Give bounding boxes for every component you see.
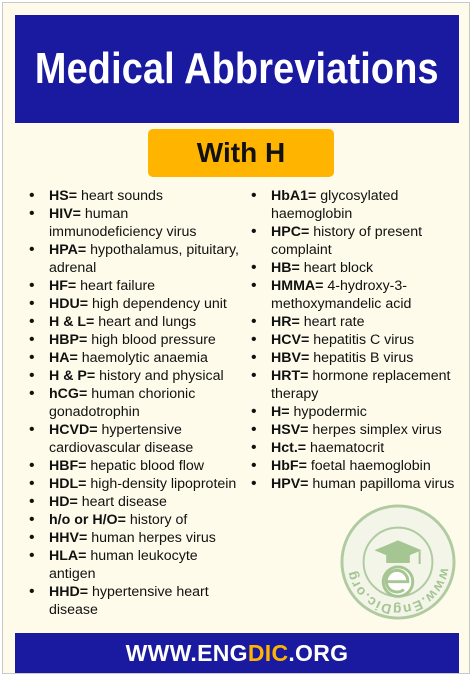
abbreviation-item	[25, 511, 239, 529]
abbreviation-definition: history of	[129, 512, 188, 528]
subtitle-banner	[148, 129, 334, 177]
abbreviation-definition: hypertensive heart	[91, 584, 209, 600]
abbreviation-item	[247, 403, 459, 421]
abbreviation-term: HR=	[271, 314, 300, 330]
abbreviation-definition-continued: gonadotrophin	[49, 404, 140, 420]
abbreviation-list-right	[247, 187, 459, 493]
abbreviation-item	[247, 349, 459, 367]
abbreviation-definition: haemolytic anaemia	[81, 350, 208, 366]
abbreviation-item	[247, 421, 459, 439]
abbreviation-item	[247, 439, 459, 457]
abbreviation-definition: hepatitis C virus	[313, 332, 415, 348]
abbreviation-item	[25, 547, 239, 583]
seal-text: www.EngDic.org	[343, 566, 453, 618]
abbreviation-definition: heart disease	[81, 494, 167, 510]
abbreviation-definition: haematocrit	[310, 440, 385, 456]
abbreviation-term: HF=	[49, 278, 77, 294]
abbreviation-item	[25, 367, 239, 385]
abbreviation-item	[247, 475, 459, 493]
footer-website	[126, 640, 349, 667]
abbreviation-item	[25, 331, 239, 349]
abbreviation-term: HA=	[49, 350, 78, 366]
abbreviation-item	[25, 385, 239, 421]
abbreviation-definition: human papilloma virus	[312, 476, 455, 492]
abbreviation-definition: glycosylated	[320, 188, 399, 204]
abbreviation-term: H & P=	[49, 368, 96, 384]
abbreviation-item	[25, 529, 239, 547]
abbreviation-item	[25, 241, 239, 277]
abbreviation-term: HBV=	[271, 350, 310, 366]
abbreviation-definition: hepatic blood flow	[90, 458, 204, 474]
abbreviation-item	[247, 187, 459, 223]
abbreviation-term: HPC=	[271, 224, 310, 240]
abbreviation-term: HHV=	[49, 530, 88, 546]
footer-site-accent: DIC	[247, 639, 289, 666]
abbreviation-item	[25, 295, 239, 313]
abbreviation-definition-continued: methoxymandelic acid	[271, 296, 412, 312]
abbreviation-term: HCV=	[271, 332, 310, 348]
abbreviation-definition: heart sounds	[80, 188, 163, 204]
abbreviation-definition-continued: therapy	[271, 386, 319, 402]
engdic-seal-icon	[339, 503, 457, 621]
abbreviation-term: HRT=	[271, 368, 309, 384]
abbreviation-definition: 4-hydroxy-3-	[327, 278, 408, 294]
abbreviation-term: HPA=	[49, 242, 87, 258]
abbreviation-definition-continued: haemoglobin	[271, 206, 353, 222]
abbreviation-definition: hypodermic	[293, 404, 367, 420]
abbreviation-term: HBF=	[49, 458, 87, 474]
abbreviation-term: HbF=	[271, 458, 307, 474]
abbreviation-term: HD=	[49, 494, 78, 510]
abbreviation-item	[25, 313, 239, 331]
abbreviation-item	[25, 421, 239, 457]
abbreviation-term: Hct.=	[271, 440, 307, 456]
abbreviation-definition: high blood pressure	[91, 332, 216, 348]
abbreviation-term: HLA=	[49, 548, 87, 564]
abbreviation-term: HIV=	[49, 206, 81, 222]
abbreviation-definition: human chorionic	[91, 386, 196, 402]
abbreviation-definition: history of present	[313, 224, 423, 240]
footer-site-suffix: .ORG	[288, 639, 349, 666]
abbreviation-item	[247, 223, 459, 259]
abbreviation-term: HCVD=	[49, 422, 98, 438]
abbreviation-definition: human	[84, 206, 129, 222]
abbreviation-item	[25, 493, 239, 511]
poster	[2, 2, 470, 674]
abbreviation-definition: herpes simplex virus	[312, 422, 442, 438]
abbreviation-item	[247, 331, 459, 349]
abbreviation-term: HPV=	[271, 476, 309, 492]
abbreviation-item	[247, 457, 459, 475]
abbreviation-definition-continued: cardiovascular disease	[49, 440, 194, 456]
abbreviation-definition: hypertensive	[101, 422, 182, 438]
abbreviation-definition: heart block	[303, 260, 374, 276]
abbreviation-definition: heart failure	[80, 278, 156, 294]
abbreviation-definition: hormone replacement	[312, 368, 451, 384]
footer-site-prefix: WWW.ENG	[125, 639, 248, 666]
abbreviation-definition: high dependency unit	[91, 296, 227, 312]
abbreviation-definition-continued: disease	[49, 602, 98, 618]
abbreviation-term: HBP=	[49, 332, 88, 348]
abbreviation-definition-continued: immunodeficiency virus	[49, 224, 197, 240]
abbreviation-definition: heart and lungs	[98, 314, 197, 330]
abbreviation-definition: history and physical	[99, 368, 224, 384]
abbreviation-definition-continued: antigen	[49, 566, 96, 582]
abbreviation-term: HB=	[271, 260, 300, 276]
abbreviation-item	[25, 277, 239, 295]
abbreviation-definition-continued: adrenal	[49, 260, 97, 276]
page-subtitle: With H	[196, 137, 286, 168]
abbreviation-term: HbA1=	[271, 188, 317, 204]
page-title: Medical Abbreviations	[35, 44, 439, 93]
abbreviation-definition-continued: complaint	[271, 242, 332, 258]
abbreviation-definition: human leukocyte	[90, 548, 198, 564]
abbreviation-term: HHD=	[49, 584, 89, 600]
abbreviation-term: HSV=	[271, 422, 309, 438]
abbreviation-item	[25, 583, 239, 619]
abbreviation-definition: heart rate	[303, 314, 365, 330]
abbreviation-term: H=	[271, 404, 290, 420]
abbreviation-item	[25, 475, 239, 493]
abbreviation-item	[247, 367, 459, 403]
abbreviation-term: HDU=	[49, 296, 89, 312]
abbreviation-item	[247, 259, 459, 277]
abbreviation-item	[25, 187, 239, 205]
abbreviation-item	[25, 205, 239, 241]
abbreviation-definition: hypothalamus, pituitary,	[90, 242, 239, 258]
abbreviation-term: HS=	[49, 188, 77, 204]
abbreviation-item	[247, 277, 459, 313]
abbreviation-item	[25, 349, 239, 367]
abbreviation-term: HDL=	[49, 476, 87, 492]
abbreviation-item	[247, 313, 459, 331]
abbreviation-list-left	[25, 187, 239, 619]
abbreviation-definition: hepatitis B virus	[313, 350, 414, 366]
abbreviation-term: HMMA=	[271, 278, 324, 294]
abbreviation-definition: foetal haemoglobin	[310, 458, 431, 474]
footer-banner	[15, 633, 459, 673]
abbreviation-definition: human herpes virus	[91, 530, 216, 546]
abbreviation-term: h/o or H/O=	[49, 512, 126, 528]
abbreviation-definition: high-density lipoprotein	[90, 476, 237, 492]
abbreviation-item	[25, 457, 239, 475]
abbreviation-term: hCG=	[49, 386, 88, 402]
title-banner	[15, 15, 459, 123]
abbreviation-term: H & L=	[49, 314, 95, 330]
